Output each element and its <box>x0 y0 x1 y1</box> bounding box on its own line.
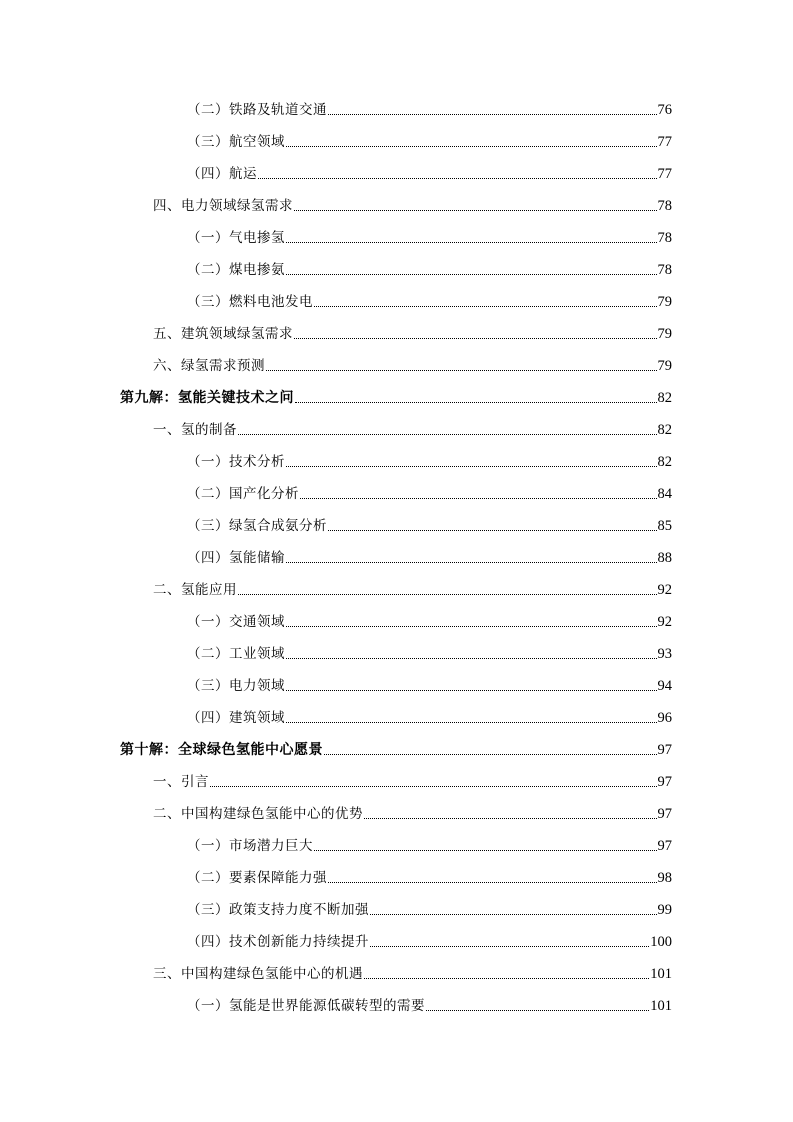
toc-entry[interactable] <box>187 928 672 950</box>
toc-entry-page: 101 <box>650 998 672 1014</box>
toc-entry-title: 二、中国构建绿色氢能中心的优势 <box>153 806 363 822</box>
toc-dot-leader <box>286 690 657 691</box>
toc-entry[interactable] <box>187 704 672 726</box>
toc-entry[interactable] <box>153 352 672 374</box>
toc-entry-title: 一、引言 <box>153 774 209 790</box>
toc-entry-title: （二）国产化分析 <box>187 486 299 502</box>
toc-entry-title: （四）氢能储输 <box>187 550 285 566</box>
toc-entry-page: 79 <box>657 358 672 374</box>
toc-entry[interactable] <box>187 160 672 182</box>
toc-entry[interactable] <box>187 992 672 1014</box>
toc-entry-title: （一）氢能是世界能源低碳转型的需要 <box>187 998 425 1014</box>
toc-entry-title: 第十解：全球绿色氢能中心愿景 <box>120 742 323 758</box>
toc-dot-leader <box>328 530 657 531</box>
toc-entry-page: 97 <box>657 838 672 854</box>
toc-entry[interactable] <box>153 416 672 438</box>
toc-dot-leader <box>364 978 649 979</box>
toc-entry[interactable] <box>153 768 672 790</box>
toc-entry-page: 97 <box>657 774 672 790</box>
toc-dot-leader <box>314 850 657 851</box>
toc-entry-title: （三）电力领域 <box>187 678 285 694</box>
toc-entry-title: （二）铁路及轨道交通 <box>187 102 327 118</box>
toc-entry[interactable] <box>187 224 672 246</box>
toc-dot-leader <box>238 434 657 435</box>
toc-entry[interactable] <box>187 896 672 918</box>
toc-entry-title: （三）燃料电池发电 <box>187 294 313 310</box>
toc-dot-leader <box>300 498 657 499</box>
toc-entry-title: （一）交通领域 <box>187 614 285 630</box>
toc-entry-page: 76 <box>657 102 672 118</box>
toc-entry[interactable] <box>187 512 672 534</box>
toc-chapter-entry[interactable] <box>120 736 672 758</box>
toc-dot-leader <box>258 178 657 179</box>
toc-dot-leader <box>210 786 657 787</box>
toc-entry[interactable] <box>153 576 672 598</box>
toc-entry-page: 85 <box>657 518 672 534</box>
toc-dot-leader <box>294 210 657 211</box>
toc-entry-title: 四、电力领域绿氢需求 <box>153 198 293 214</box>
toc-entry-page: 77 <box>657 166 672 182</box>
toc-entry[interactable] <box>187 832 672 854</box>
toc-entry[interactable] <box>187 448 672 470</box>
toc-dot-leader <box>266 370 657 371</box>
toc-entry-page: 84 <box>657 486 672 502</box>
toc-entry-title: （一）市场潜力巨大 <box>187 838 313 854</box>
toc-entry[interactable] <box>153 192 672 214</box>
toc-entry-page: 77 <box>657 134 672 150</box>
toc-entry-page: 97 <box>657 742 672 758</box>
toc-entry[interactable] <box>153 800 672 822</box>
toc-entry-title: （四）航运 <box>187 166 257 182</box>
toc-entry-title: （一）气电掺氢 <box>187 230 285 246</box>
toc-dot-leader <box>314 306 657 307</box>
toc-entry[interactable] <box>187 288 672 310</box>
toc-entry-title: （四）技术创新能力持续提升 <box>187 934 369 950</box>
toc-entry-title: （三）政策支持力度不断加强 <box>187 902 369 918</box>
toc-entry-page: 88 <box>657 550 672 566</box>
toc-entry-title: （二）工业领域 <box>187 646 285 662</box>
toc-dot-leader <box>426 1010 649 1011</box>
toc-entry-title: 一、氢的制备 <box>153 422 237 438</box>
toc-entry-title: （二）要素保障能力强 <box>187 870 327 886</box>
toc-entry-page: 78 <box>657 198 672 214</box>
toc-entry-page: 79 <box>657 294 672 310</box>
toc-dot-leader <box>370 914 657 915</box>
toc-entry-page: 97 <box>657 806 672 822</box>
toc-dot-leader <box>328 114 657 115</box>
toc-dot-leader <box>364 818 657 819</box>
toc-entry[interactable] <box>187 608 672 630</box>
toc-entry-page: 96 <box>657 710 672 726</box>
toc-entry-page: 82 <box>657 422 672 438</box>
toc-entry-page: 79 <box>657 326 672 342</box>
toc-entry-page: 82 <box>657 454 672 470</box>
toc-dot-leader <box>295 402 657 403</box>
toc-dot-leader <box>238 594 657 595</box>
toc-entry[interactable] <box>187 480 672 502</box>
toc-entry-title: （四）建筑领域 <box>187 710 285 726</box>
toc-entry-title: 五、建筑领域绿氢需求 <box>153 326 293 342</box>
toc-entry[interactable] <box>187 256 672 278</box>
toc-dot-leader <box>286 658 657 659</box>
toc-entry[interactable] <box>187 544 672 566</box>
toc-entry-title: （二）煤电掺氨 <box>187 262 285 278</box>
toc-dot-leader <box>370 946 649 947</box>
toc-entry[interactable] <box>187 128 672 150</box>
toc-entry[interactable] <box>153 960 672 982</box>
toc-entry-title: （三）航空领域 <box>187 134 285 150</box>
toc-dot-leader <box>328 882 657 883</box>
toc-entry[interactable] <box>187 96 672 118</box>
toc-entry-page: 99 <box>657 902 672 918</box>
toc-dot-leader <box>286 562 657 563</box>
toc-dot-leader <box>294 338 657 339</box>
toc-dot-leader <box>286 466 657 467</box>
toc-entry[interactable] <box>187 640 672 662</box>
toc-entry-page: 94 <box>657 678 672 694</box>
toc-entry[interactable] <box>153 320 672 342</box>
toc-dot-leader <box>286 626 657 627</box>
toc-entry-page: 78 <box>657 230 672 246</box>
toc-entry-title: （三）绿氢合成氨分析 <box>187 518 327 534</box>
toc-entry-page: 78 <box>657 262 672 278</box>
toc-chapter-entry[interactable] <box>120 384 672 406</box>
toc-entry-page: 101 <box>650 966 672 982</box>
toc-entry-page: 98 <box>657 870 672 886</box>
toc-dot-leader <box>324 754 657 755</box>
toc-dot-leader <box>286 722 657 723</box>
toc-entry-title: （一）技术分析 <box>187 454 285 470</box>
toc-entry-title: 二、氢能应用 <box>153 582 237 598</box>
toc-entry-page: 92 <box>657 582 672 598</box>
toc-entry-title: 第九解：氢能关键技术之问 <box>120 390 294 406</box>
toc-entry-page: 100 <box>650 934 672 950</box>
toc-dot-leader <box>286 242 657 243</box>
toc-entry-page: 92 <box>657 614 672 630</box>
toc-entry-page: 82 <box>657 390 672 406</box>
toc-dot-leader <box>286 146 657 147</box>
toc-entry-page: 93 <box>657 646 672 662</box>
toc-dot-leader <box>286 274 657 275</box>
toc-entry[interactable] <box>187 672 672 694</box>
toc-entry[interactable] <box>187 864 672 886</box>
toc-entry-title: 三、中国构建绿色氢能中心的机遇 <box>153 966 363 982</box>
toc-entry-title: 六、绿氢需求预测 <box>153 358 265 374</box>
